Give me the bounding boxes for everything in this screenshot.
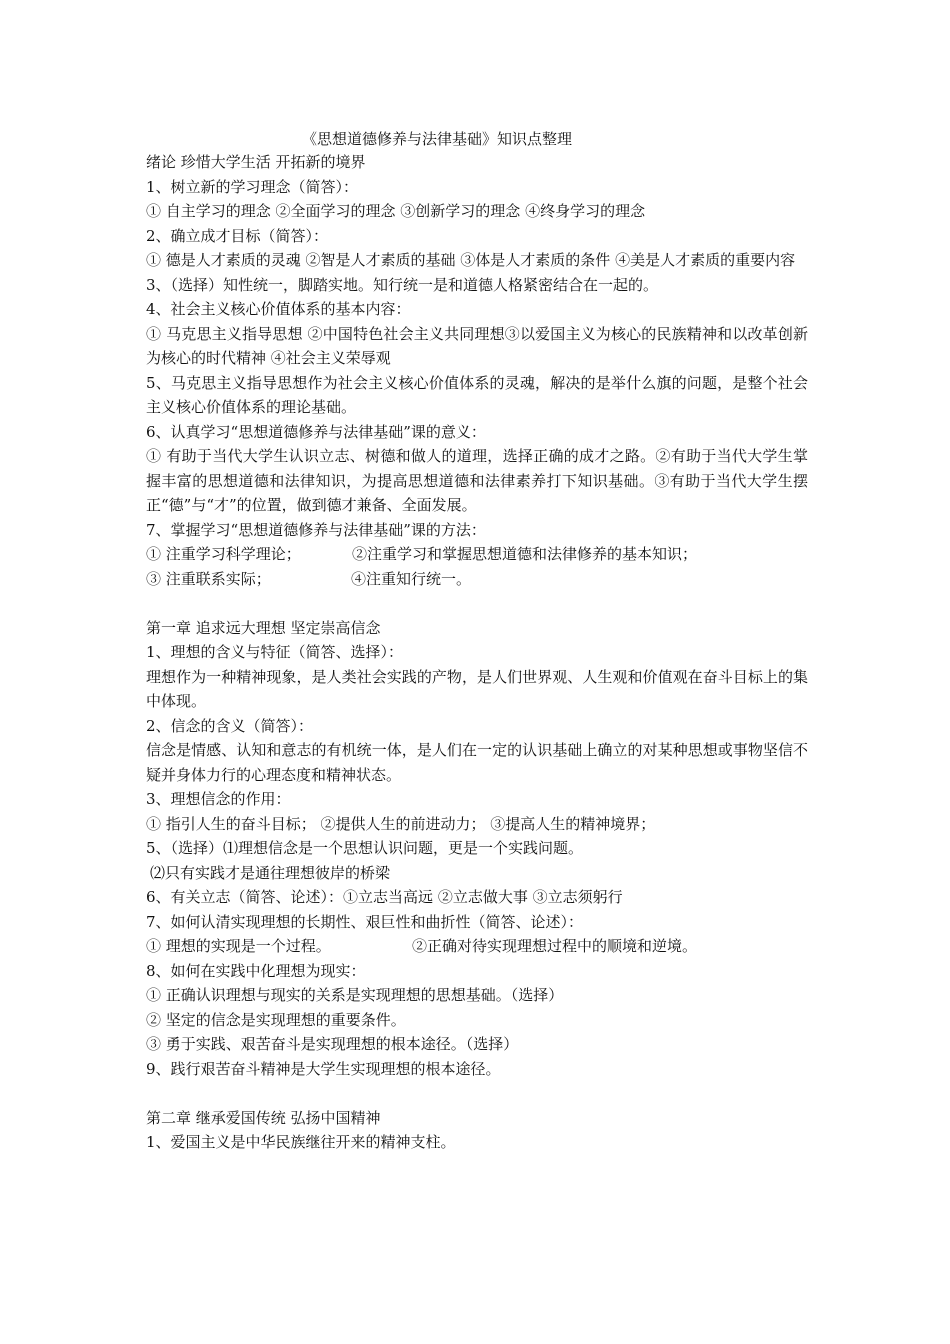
answer: ① 德是人才素质的灵魂 ②智是人才素质的基础 ③体是人才素质的条件 ④美是人才素质的重要内容	[146, 251, 796, 269]
question: 5、（选择）⑴理想信念是一个思想认识问题，更是一个实践问题。	[146, 839, 584, 857]
spacer	[146, 1081, 808, 1106]
question: 7、如何认清实现理想的长期性、艰巨性和曲折性（简答、论述）：	[146, 912, 584, 931]
question: 7、掌握学习“思想道德修养与法律基础”课的方法：	[146, 520, 486, 539]
answer: ① 有助于当代大学生认识立志、树德和做人的道理，选择正确的成才之路。②有助于当代大学生掌握丰富的思想道德和法律知识，为提高思想道德和法律素养打下知识基础。③有助于当代大学生摆正“德”与“才”的位置，做到德才兼备、全面发展。	[146, 447, 808, 514]
document-title: 《思想道德修养与法律基础》知识点整理	[302, 130, 573, 148]
question: 6、认真学习“思想道德修养与法律基础”课的意义：	[146, 422, 486, 441]
answer-row	[146, 934, 808, 959]
question: 5、马克思主义指导思想作为社会主义核心价值体系的灵魂，解决的是举什么旗的问题，是整个社会主义核心价值体系的理论基础。	[146, 373, 808, 416]
question: 1、爱国主义是中华民族继往开来的精神支柱。	[146, 1133, 456, 1151]
spacer	[146, 591, 808, 616]
question: 1、树立新的学习理念（简答）：	[146, 177, 359, 196]
question: 3、理想信念的作用：	[146, 790, 291, 808]
answer: 信念是情感、认知和意志的有机统一体，是人们在一定的认识基础上确立的对某种思想或事物坚信不疑并身体力行的心理态度和精神状态。	[146, 741, 808, 784]
answer-item: ②正确对待实现理想过程中的顺境和逆境。	[412, 937, 698, 955]
answer-row	[146, 567, 808, 592]
answer-item: ②注重学习和掌握思想道德和法律修养的基本知识；	[352, 545, 698, 563]
intro-section	[146, 150, 808, 591]
question: 6、有关立志（简答、论述）：①立志当高远 ②立志做大事 ③立志须躬行	[146, 888, 623, 906]
answer: ⑵只有实践才是通往理想彼岸的桥梁	[150, 863, 391, 882]
question: 3、（选择）知性统一，脚踏实地。知行统一是和道德人格紧密结合在一起的。	[146, 275, 659, 294]
question: 4、社会主义核心价值体系的基本内容：	[146, 300, 411, 318]
answer: ① 正确认识理想与现实的关系是实现理想的思想基础。（选择）	[146, 986, 564, 1004]
chapter2-section	[146, 1106, 808, 1155]
question: 2、确立成才目标（简答）：	[146, 226, 329, 245]
question: 2、信念的含义（简答）：	[146, 716, 314, 735]
section-heading: 第一章 追求远大理想 坚定崇高信念	[146, 618, 381, 637]
answer-item: ④注重知行统一。	[351, 569, 472, 588]
document-page	[146, 128, 808, 1155]
answer-item: ③ 注重联系实际；	[146, 569, 271, 588]
question: 9、践行艰苦奋斗精神是大学生实现理想的根本途径。	[146, 1059, 501, 1078]
answer-row	[146, 542, 808, 567]
answer-item: ① 注重学习科学理论；	[146, 545, 301, 563]
answer: ③ 勇于实践、艰苦奋斗是实现理想的根本途径。（选择）	[146, 1035, 519, 1053]
answer: ① 指引人生的奋斗目标； ②提供人生的前进动力； ③提高人生的精神境界；	[146, 814, 656, 833]
question: 1、理想的含义与特征（简答、选择）：	[146, 643, 404, 661]
answer-item: ① 理想的实现是一个过程。	[146, 937, 331, 955]
question: 8、如何在实践中化理想为现实：	[146, 961, 366, 980]
answer: ② 坚定的信念是实现理想的重要条件。	[146, 1010, 406, 1029]
answer: 理想作为一种精神现象，是人类社会实践的产物，是人们世界观、人生观和价值观在奋斗目标上的集中体现。	[146, 667, 808, 710]
answer: ① 自主学习的理念 ②全面学习的理念 ③创新学习的理念 ④终身学习的理念	[146, 202, 646, 220]
section-heading: 绪论 珍惜大学生活 开拓新的境界	[146, 153, 366, 171]
answer: ① 马克思主义指导思想 ②中国特色社会主义共同理想③以爱国主义为核心的民族精神和以改革创新为核心的时代精神 ④社会主义荣辱观	[146, 324, 808, 367]
chapter1-section	[146, 616, 808, 1082]
section-heading: 第二章 继承爱国传统 弘扬中国精神	[146, 1108, 381, 1127]
